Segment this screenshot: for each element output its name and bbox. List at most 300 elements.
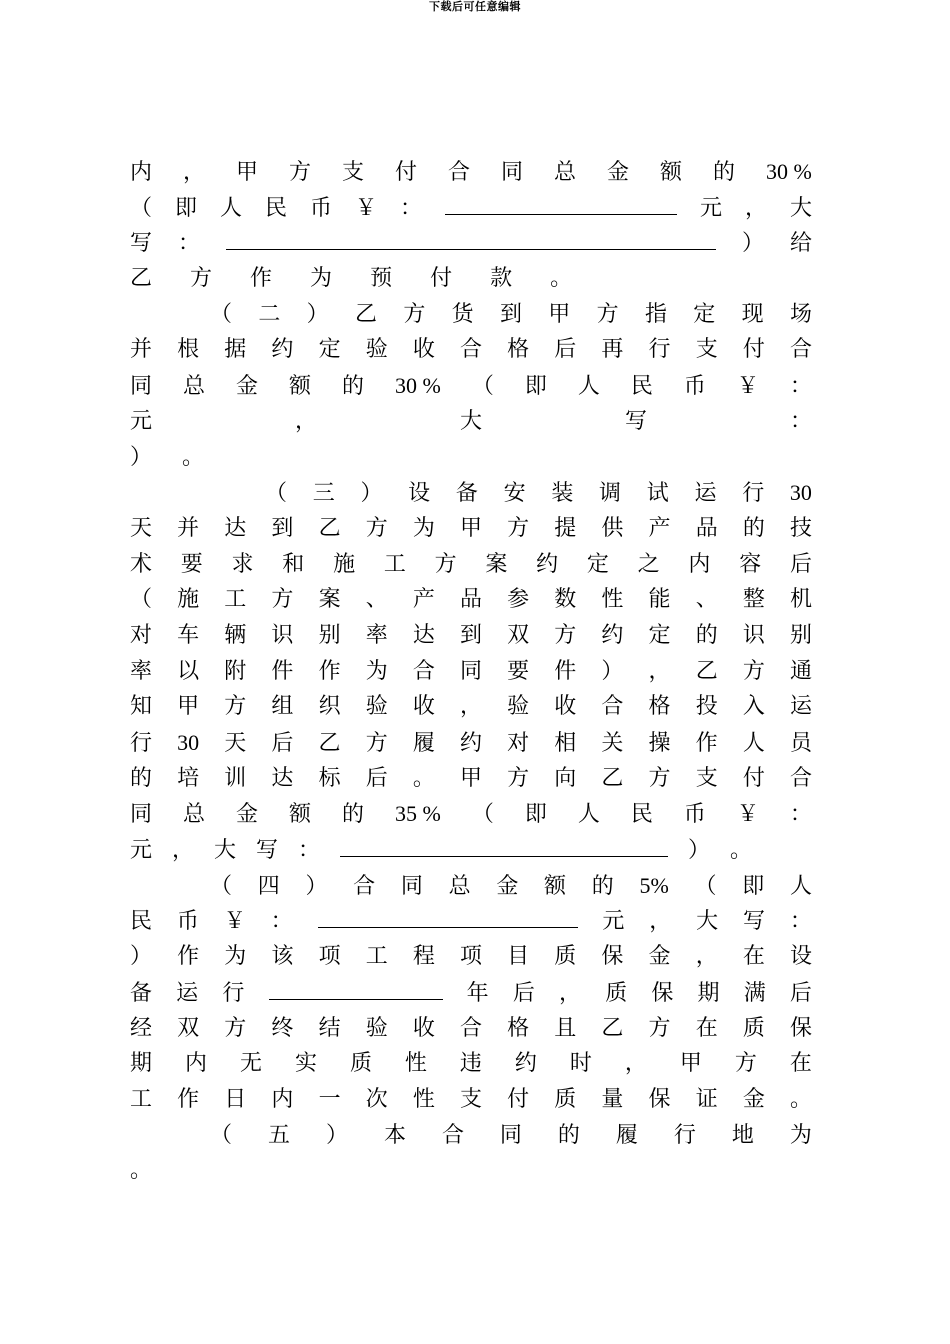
text-token: 约: [271, 337, 294, 363]
text-token: ：: [789, 909, 812, 935]
text-token: 后: [365, 765, 388, 791]
text-token: 质: [554, 944, 577, 970]
text-token: ￥: [736, 802, 759, 828]
text-token: 5%: [639, 872, 669, 898]
text-token: ）: [687, 838, 710, 864]
text-token: 满: [743, 980, 766, 1006]
text-token: 知: [130, 694, 153, 720]
text-token: ，: [649, 909, 672, 935]
text-token: 约: [601, 622, 624, 648]
text-token: 合: [441, 1122, 464, 1148]
text-token: ：: [178, 231, 201, 257]
text-token: 辆: [224, 622, 247, 648]
text-token: 向: [554, 765, 577, 791]
text-token: 币: [176, 909, 199, 935]
text-token: 结: [318, 1015, 341, 1041]
text-token: 二: [258, 301, 281, 327]
text-token: 格: [507, 1015, 530, 1041]
text-line: [130, 975, 812, 1011]
text-token: 民: [265, 195, 288, 221]
text-token: 参: [507, 587, 530, 613]
text-token: 备: [455, 481, 478, 507]
text-token: 一: [318, 1086, 341, 1112]
text-token: 作: [250, 266, 273, 292]
text-token: 要: [180, 551, 203, 577]
text-token: 该: [271, 944, 294, 970]
text-token: 并: [130, 337, 153, 363]
text-token: 甲: [459, 515, 482, 541]
text-token: 30 %: [395, 373, 441, 399]
text-token: 方: [365, 731, 388, 756]
text-token: 验: [507, 694, 530, 720]
text-token: 支: [695, 765, 718, 791]
text-token: 甲: [548, 301, 571, 327]
text-token: 试: [646, 481, 669, 507]
text-token: 民: [130, 909, 153, 935]
text-token: 同: [459, 658, 482, 684]
text-token: 现: [741, 301, 764, 327]
text-token: 案: [318, 587, 341, 613]
text-token: 金: [607, 160, 630, 185]
text-token: 行: [130, 731, 153, 756]
text-token: 合: [789, 765, 812, 791]
text-token: 机: [789, 587, 812, 613]
text-token: 投: [695, 694, 718, 720]
text-line: [130, 939, 812, 975]
text-token: 写: [624, 408, 647, 434]
text-token: 履: [412, 731, 435, 756]
text-token: 收: [412, 337, 435, 363]
text-token: 到: [459, 622, 482, 648]
text-token: 内: [130, 160, 153, 185]
text-token: ：: [789, 802, 812, 828]
text-token: 内: [184, 1051, 207, 1077]
text-token: 保: [648, 1086, 671, 1112]
text-token: 并: [177, 515, 200, 541]
text-token: 元: [130, 838, 153, 864]
text-line: [130, 868, 812, 904]
text-token: 大: [789, 195, 812, 221]
text-token: 、: [365, 587, 388, 613]
text-token: 之: [637, 551, 660, 577]
text-token: 合: [789, 337, 812, 363]
text-token: 支: [342, 160, 365, 185]
text-line: [130, 368, 812, 404]
text-token: 五: [267, 1122, 290, 1148]
text-token: 人: [742, 731, 765, 756]
text-token: 术: [130, 551, 153, 577]
text-token: （: [210, 873, 233, 899]
text-token: 即: [524, 374, 547, 400]
text-token: 30: [789, 480, 812, 506]
text-token: 保: [789, 1015, 812, 1041]
text-token: 能: [648, 587, 671, 613]
text-token: 案: [485, 551, 508, 577]
text-token: 容: [739, 551, 762, 577]
text-token: 行: [222, 980, 245, 1006]
text-token: （: [694, 873, 717, 899]
text-token: 提: [554, 515, 577, 541]
text-token: 量: [601, 1086, 624, 1112]
text-token: ）: [305, 873, 328, 899]
text-token: 四: [257, 873, 280, 899]
text-token: ￥: [355, 195, 378, 221]
text-token: 大: [214, 838, 237, 864]
text-token: 币: [310, 195, 333, 221]
text-token: 违: [459, 1051, 482, 1077]
text-token: 的: [713, 160, 736, 185]
text-token: 场: [789, 301, 812, 327]
text-line: [130, 725, 812, 761]
text-token: 到: [499, 301, 522, 327]
text-token: 工: [383, 551, 406, 577]
text-token: 货: [451, 301, 474, 327]
text-token: 金: [742, 1086, 765, 1112]
text-token: 质: [742, 1015, 765, 1041]
text-token: 员: [789, 731, 812, 756]
text-token: 额: [660, 160, 683, 185]
text-line: [130, 261, 812, 297]
text-line: [130, 1046, 812, 1082]
text-token: 终: [271, 1015, 294, 1041]
text-line: [130, 511, 812, 547]
text-token: 双: [177, 1015, 200, 1041]
text-token: ，: [648, 658, 671, 684]
text-token: 方: [507, 515, 530, 541]
text-token: （: [265, 481, 288, 507]
text-token: 即: [742, 873, 765, 899]
text-token: 方: [190, 266, 213, 292]
text-token: 约: [459, 731, 482, 756]
text-token: 设: [789, 944, 812, 970]
text-token: 同: [130, 802, 153, 828]
text-token: 额: [289, 802, 312, 828]
text-token: 件: [271, 658, 294, 684]
text-token: 付: [430, 266, 453, 292]
text-token: 率: [365, 622, 388, 648]
text-token: 额: [544, 873, 567, 899]
text-token: 质: [605, 980, 628, 1006]
text-token: 大: [696, 909, 719, 935]
text-token: ，: [624, 1051, 647, 1077]
text-token: 格: [648, 694, 671, 720]
text-token: 天: [224, 731, 247, 756]
text-token: 率: [130, 658, 153, 684]
text-token: 在: [695, 1015, 718, 1041]
text-token: 、: [695, 587, 718, 613]
text-token: ，: [183, 160, 206, 185]
text-token: 的: [591, 873, 614, 899]
text-line: [130, 225, 812, 261]
text-token: 程: [412, 944, 435, 970]
text-line: [130, 832, 812, 868]
text-token: 为: [412, 515, 435, 541]
text-token: 根: [177, 337, 200, 363]
text-token: 达: [271, 765, 294, 791]
text-token: 元: [699, 195, 722, 221]
text-token: 后: [512, 980, 535, 1006]
text-token: 定: [586, 551, 609, 577]
text-token: 训: [224, 765, 247, 791]
text-line: [130, 547, 812, 583]
text-token: 本: [383, 1122, 406, 1148]
text-token: 地: [731, 1122, 754, 1148]
text-token: （: [471, 802, 494, 828]
fill-in-blank[interactable]: [445, 190, 677, 215]
text-token: 30: [177, 730, 200, 755]
text-token: 民: [630, 802, 653, 828]
text-token: 证: [695, 1086, 718, 1112]
text-token: ）: [306, 301, 329, 327]
text-token: 次: [365, 1086, 388, 1112]
text-token: 性: [412, 1086, 435, 1112]
text-token: 安: [503, 481, 526, 507]
text-token: 验: [365, 694, 388, 720]
text-token: 收: [412, 1015, 435, 1041]
text-token: 调: [599, 481, 622, 507]
fill-in-blank[interactable]: [340, 832, 668, 857]
text-token: 约: [514, 1051, 537, 1077]
text-token: ）: [325, 1122, 348, 1148]
text-token: 作: [177, 1086, 200, 1112]
text-token: 质: [349, 1051, 372, 1077]
text-token: 30 %: [766, 159, 812, 184]
text-token: 关: [601, 731, 624, 756]
text-token: 组: [271, 694, 294, 720]
text-token: 品: [459, 587, 482, 613]
text-token: 为: [789, 1122, 812, 1148]
text-token: 乙: [601, 765, 624, 791]
text-token: 时: [569, 1051, 592, 1077]
text-token: 装: [551, 481, 574, 507]
text-token: 民: [630, 374, 653, 400]
text-token: 据: [224, 337, 247, 363]
text-token: 识: [742, 622, 765, 648]
text-token: 支: [695, 337, 718, 363]
text-token: 甲: [459, 765, 482, 791]
text-token: 。: [412, 765, 435, 791]
text-line: [130, 689, 812, 725]
text-token: 施: [177, 587, 200, 613]
text-token: 总: [183, 374, 206, 400]
text-token: 整: [742, 587, 765, 613]
text-token: 年: [466, 980, 489, 1006]
fill-in-blank[interactable]: [318, 903, 578, 928]
text-token: 甲: [177, 694, 200, 720]
text-token: （: [130, 195, 153, 221]
text-token: 识: [271, 622, 294, 648]
text-line: [130, 618, 812, 654]
text-token: 后: [789, 980, 812, 1006]
text-token: 。: [130, 1158, 153, 1184]
text-token: ）: [130, 444, 153, 470]
text-token: 运: [176, 980, 199, 1006]
text-token: 付: [742, 337, 765, 363]
text-token: 方: [554, 622, 577, 648]
text-token: 金: [496, 873, 519, 899]
text-token: 人: [577, 374, 600, 400]
text-token: 金: [236, 374, 259, 400]
text-line: [130, 761, 812, 797]
text-token: ，: [695, 944, 718, 970]
text-token: 付: [742, 765, 765, 791]
text-token: （: [130, 587, 153, 613]
text-token: 在: [742, 944, 765, 970]
text-token: 为: [224, 944, 247, 970]
text-token: 金: [648, 944, 671, 970]
text-token: 写: [256, 838, 279, 864]
text-token: 的: [342, 374, 365, 400]
text-token: 甲: [679, 1051, 702, 1077]
text-line: [130, 1011, 812, 1047]
text-token: 方: [734, 1051, 757, 1077]
text-token: 给: [789, 231, 812, 257]
text-token: 方: [365, 515, 388, 541]
text-token: 。: [182, 444, 205, 470]
text-token: 织: [318, 694, 341, 720]
text-token: 无: [239, 1051, 262, 1077]
text-token: 标: [318, 765, 341, 791]
text-line: [130, 404, 812, 440]
text-token: 别: [318, 622, 341, 648]
text-token: 定: [318, 337, 341, 363]
text-token: 质: [554, 1086, 577, 1112]
text-token: 实: [294, 1051, 317, 1077]
text-token: 操: [648, 731, 671, 756]
text-token: 经: [130, 1015, 153, 1041]
text-token: 施: [333, 551, 356, 577]
text-token: ）: [741, 231, 764, 257]
text-token: （: [471, 374, 494, 400]
text-token: 件: [554, 658, 577, 684]
text-token: 方: [403, 301, 426, 327]
text-token: 对: [507, 731, 530, 756]
text-token: 后: [789, 551, 812, 577]
text-line: [130, 154, 812, 190]
text-token: 写: [742, 909, 765, 935]
text-token: ）: [601, 658, 624, 684]
text-token: 别: [789, 622, 812, 648]
text-token: 35 %: [395, 801, 441, 827]
text-token: 性: [601, 587, 624, 613]
text-token: 项: [459, 944, 482, 970]
text-token: 工: [224, 587, 247, 613]
text-token: 对: [130, 622, 153, 648]
text-token: 保: [601, 944, 624, 970]
text-token: 合: [459, 1015, 482, 1041]
text-token: 后: [554, 337, 577, 363]
text-token: ：: [298, 838, 321, 864]
text-token: 付: [507, 1086, 530, 1112]
text-token: 总: [448, 873, 471, 899]
text-token: 方: [507, 765, 530, 791]
text-token: 付: [395, 160, 418, 185]
text-token: 产: [412, 587, 435, 613]
text-line: [130, 903, 812, 939]
text-token: 乙: [354, 301, 377, 327]
text-token: ）: [360, 481, 383, 507]
text-token: （: [210, 1122, 233, 1148]
text-token: 三: [312, 481, 335, 507]
text-token: 相: [554, 731, 577, 756]
text-token: 合: [601, 694, 624, 720]
text-token: 同: [130, 374, 153, 400]
text-token: 方: [648, 765, 671, 791]
text-token: 约: [536, 551, 559, 577]
text-token: 为: [310, 266, 333, 292]
text-token: 工: [365, 944, 388, 970]
text-token: 双: [507, 622, 530, 648]
text-token: 合: [459, 337, 482, 363]
text-token: 技: [789, 515, 812, 541]
text-token: 方: [742, 658, 765, 684]
text-token: 运: [789, 694, 812, 720]
text-token: 写: [130, 231, 153, 257]
text-token: 车: [177, 622, 200, 648]
text-token: 乙: [318, 515, 341, 541]
text-token: 期: [130, 1051, 153, 1077]
text-token: 履: [615, 1122, 638, 1148]
text-token: 乙: [130, 266, 153, 292]
fill-in-blank[interactable]: [226, 225, 716, 250]
text-token: 行: [673, 1122, 696, 1148]
text-line: [130, 297, 812, 333]
text-token: 即: [175, 195, 198, 221]
text-token: 为: [365, 658, 388, 684]
text-line: [130, 654, 812, 690]
text-token: 的: [130, 765, 153, 791]
text-token: ：: [789, 374, 812, 400]
contract-body: [130, 154, 812, 1189]
text-token: 培: [177, 765, 200, 791]
text-token: 保: [651, 980, 674, 1006]
text-token: 方: [434, 551, 457, 577]
text-token: 工: [130, 1086, 153, 1112]
text-token: 且: [554, 1015, 577, 1041]
text-token: 总: [554, 160, 577, 185]
text-token: 指: [644, 301, 667, 327]
text-token: 方: [224, 694, 247, 720]
text-token: ：: [789, 408, 812, 434]
text-line: [130, 190, 812, 226]
text-token: ，: [172, 838, 195, 864]
text-token: 运: [694, 481, 717, 507]
text-line: [130, 440, 812, 476]
text-token: 的: [695, 622, 718, 648]
text-token: ￥: [736, 374, 759, 400]
text-token: 金: [236, 802, 259, 828]
text-token: 甲: [236, 160, 259, 185]
text-token: 备: [130, 980, 153, 1006]
text-token: 格: [507, 337, 530, 363]
text-token: ：: [400, 195, 423, 221]
text-token: 合: [448, 160, 471, 185]
text-token: ）: [130, 944, 153, 970]
text-token: 期: [697, 980, 720, 1006]
text-token: 币: [683, 374, 706, 400]
text-token: 项: [318, 944, 341, 970]
text-token: 数: [554, 587, 577, 613]
text-token: 到: [271, 515, 294, 541]
text-token: 作: [177, 944, 200, 970]
text-token: 日: [224, 1086, 247, 1112]
text-line: [130, 332, 812, 368]
text-token: 收: [412, 694, 435, 720]
fill-in-blank[interactable]: [269, 975, 443, 1000]
text-token: 方: [224, 1015, 247, 1041]
text-token: 设: [408, 481, 431, 507]
text-line: [130, 582, 812, 618]
